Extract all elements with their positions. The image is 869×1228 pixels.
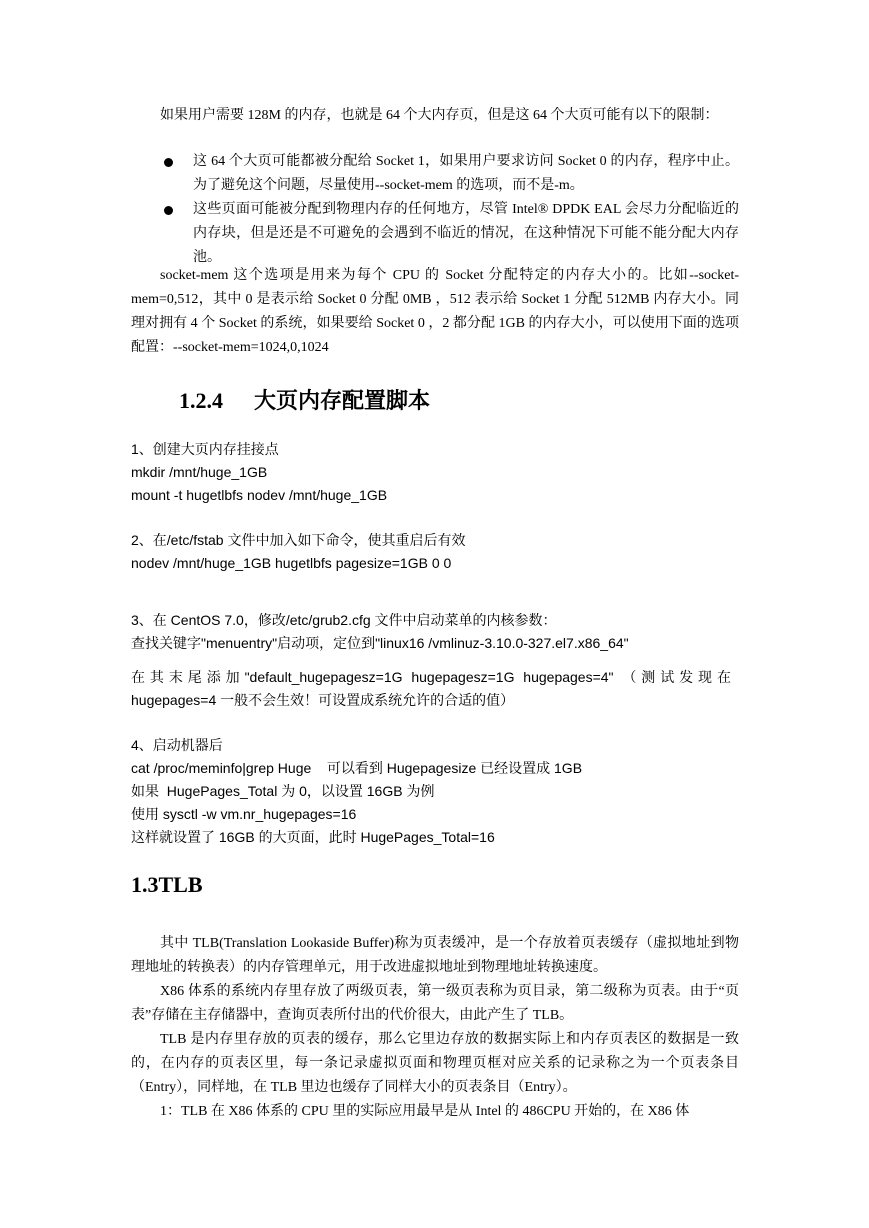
- list-item: 这些页面可能被分配到物理内存的任何地方，尽管 Intel® DPDK EAL 会尽力分配临近的内存块，但是还是不可避免的会遇到不临近的情况，在这种情况下可能不能分配大内存池。: [131, 198, 739, 270]
- tlb-section: [131, 932, 739, 1124]
- command-line: 使用 sysctl -w vm.nr_hugepages=16: [131, 806, 357, 822]
- list-item: 这 64 个大页可能都被分配给 Socket 1，如果用户要求访问 Socket 0 的内存，程序中止。为了避免这个问题，尽量使用--socket-mem 的选项，而不是-m。: [131, 150, 739, 198]
- bullet-icon: [164, 206, 173, 215]
- section-heading-1-3: 1.3TLB: [131, 872, 203, 897]
- socket-mem-paragraph: socket-mem 这个选项是用来为每个 CPU 的 Socket 分配特定的内存大小的。比如--socket-mem=0,512，其中 0 是表示给 Socket 0 分配 0MB ，512 表示给 Socket 1 分配 512MB 内存大小。同理对拥有 4 个 Socket 的系统，如果要给 Socket 0 ，2 都分配 1GB 的内存大小，可以使用下面的选项配置：--socket-mem=1024,0,1024: [131, 268, 739, 355]
- tlb-paragraph: X86 体系的系统内存里存放了两级页表，第一级页表称为页目录，第二级称为页表。由于“页表”存储在主存储器中，查询页表所付出的代价很大，由此产生了 TLB。: [131, 984, 739, 1023]
- tlb-paragraph: TLB 是内存里存放的页表的缓存，那么它里边存放的数据实际上和内存页表区的数据是一致的，在内存的页表区里，每一条记录虚拟页面和物理页框对应关系的记录称之为一个页表条目（Entry），同样地，在 TLB 里边也缓存了同样大小的页表条目（Entry）。: [131, 1032, 739, 1095]
- section-number: 1.2.4: [179, 388, 223, 413]
- command-line: nodev /mnt/huge_1GB hugetlbfs pagesize=1GB 0 0: [131, 555, 452, 571]
- limitation-list: [131, 150, 739, 270]
- tlb-paragraph: 其中 TLB(Translation Lookaside Buffer)称为页表缓冲，是一个存放着页表缓存（虚拟地址到物理地址的转换表）的内存管理单元，用于改进虚拟地址到物理地址转换速度。: [131, 936, 739, 975]
- tlb-paragraph: 1：TLB 在 X86 体系的 CPU 里的实际应用最早是从 Intel 的 486CPU 开始的，在 X86 体: [160, 1104, 690, 1119]
- step-4-block: [131, 734, 739, 849]
- step-3-block: [131, 609, 739, 655]
- step-line: 1、创建大页内存挂接点: [131, 441, 279, 457]
- command-line: mkdir /mnt/huge_1GB: [131, 464, 268, 480]
- command-line: mount -t hugetlbfs nodev /mnt/huge_1GB: [131, 487, 388, 503]
- bullet-icon: [164, 158, 173, 167]
- section-heading-1-2-4: [179, 384, 430, 415]
- section-title: 大页内存配置脚本: [254, 388, 431, 413]
- step-3-note: 在其末尾添加"default_hugepagesz=1G hugepagesz=1G hugepages=4" （测试发现在hugepages=4 一般不会生效！可设置成系统允许的合适的值）: [131, 669, 731, 708]
- step-1-block: [131, 438, 739, 507]
- command-line: 如果 HugePages_Total 为 0，以设置 16GB 为例: [131, 783, 435, 799]
- step-line: 3、在 CentOS 7.0，修改/etc/grub2.cfg 文件中启动菜单的内核参数：: [131, 612, 557, 628]
- command-line: cat /proc/meminfo|grep Huge 可以看到 Hugepagesize 已经设置成 1GB: [131, 760, 583, 776]
- step-2-block: [131, 529, 739, 575]
- command-line: 这样就设置了 16GB 的大页面，此时 HugePages_Total=16: [131, 829, 495, 845]
- intro-paragraph: 如果用户需要 128M 的内存，也就是 64 个大内存页，但是这 64 个大页可能有以下的限制：: [160, 108, 719, 123]
- step-line: 2、在/etc/fstab 文件中加入如下命令，使其重启后有效: [131, 532, 466, 548]
- step-line: 4、启动机器后: [131, 737, 223, 753]
- command-line: 查找关键字"menuentry"启动项，定位到"linux16 /vmlinuz-3.10.0-327.el7.x86_64": [131, 635, 629, 651]
